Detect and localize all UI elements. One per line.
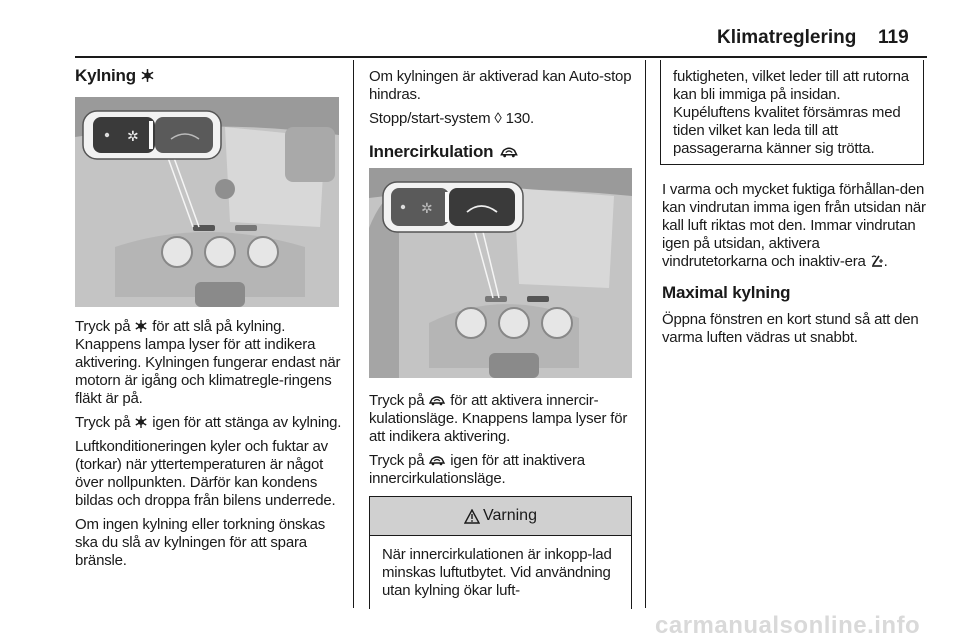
column-1: [75, 66, 343, 86]
paragraph: Om kylningen är aktiverad kan Auto-stop hindras.: [369, 68, 632, 103]
paragraph: I varma och mycket fuktiga förhållan-den kan vindrutan imma igen från utsidan när kall luft riktas mot den. Immar vindrutan igen på utsidan, aktivera vindrutetorkarna och inaktiv-era .: [662, 181, 926, 270]
recirculation-car-icon: [498, 145, 520, 158]
section-heading-kylning: Kylning: [75, 66, 343, 86]
cross-reference: Stopp/start-system ◊ 130.: [369, 110, 534, 127]
recirculation-button-photo: [369, 168, 632, 378]
paragraph: Tryck på igen för att stänga av kylning.: [75, 414, 342, 431]
windscreen-wiper-icon: [870, 254, 884, 268]
page-header-title: Klimatreglering: [717, 27, 857, 48]
snowflake-icon: [140, 68, 155, 83]
paragraph: Öppna fönstren en kort stund så att den varma luften vädras ut snabbt.: [662, 311, 919, 346]
warning-text: fuktigheten, vilket leder till att rutorna kan bli immiga på insidan. Kupéluftens kvalitet försämras med tiden vilket kan leda till att passagerarna känner sig trötta.: [673, 68, 909, 157]
page-number: 119: [878, 27, 909, 48]
paragraph: Luftkonditioneringen kyler och fuktar av (torkar) när yttertemperaturen är något över nollpunkten. Därför kan kondens bildas och droppa från bilens underrede.: [75, 438, 336, 509]
warning-box-continued: [660, 60, 924, 165]
section-heading-innercirkulation: Innercirkulation: [369, 142, 633, 162]
warning-text: När innercirkulationen är inkopp-lad minskas luftutbytet. Vid användning utan kylning ökar luft-: [382, 546, 612, 599]
column-divider-1: [353, 60, 354, 608]
svg-text:✲: ✲: [127, 129, 139, 145]
column-2-text: [369, 392, 633, 494]
paragraph: Tryck på igen för att inaktivera innercirkulationsläge.: [369, 452, 585, 487]
watermark: carmanualsonline.info: [655, 612, 921, 639]
snowflake-icon: [134, 415, 148, 429]
column-3: [662, 181, 927, 353]
header-rule: [75, 56, 927, 58]
column-1-text: [75, 318, 343, 576]
section-heading-maximal-kylning: Maximal kylning: [662, 283, 791, 302]
warning-header: Varning: [370, 497, 631, 536]
snowflake-icon: [134, 319, 148, 333]
warning-body: [370, 536, 631, 600]
paragraph: Tryck på för att slå på kylning. Knappens lampa lyser för att indikera aktivering. Kylningen fungerar endast när motorn är igång och klimatregle-ringens fläkt är på.: [75, 318, 341, 407]
svg-text:✲: ✲: [421, 201, 433, 217]
warning-box: [369, 496, 632, 609]
paragraph: Om ingen kylning eller torkning önskas ska du slå av kylningen för att spara bränsle.: [75, 516, 326, 569]
recirculation-car-icon: [428, 394, 446, 406]
recirculation-car-icon: [428, 454, 446, 466]
paragraph: Tryck på för att aktivera innercir-kulationsläge. Knappens lampa lyser för att indikera aktivering.: [369, 392, 628, 445]
column-2: [369, 68, 633, 162]
column-divider-2: [645, 60, 646, 608]
warning-triangle-icon: [464, 509, 480, 524]
cooling-button-photo: [75, 97, 339, 307]
